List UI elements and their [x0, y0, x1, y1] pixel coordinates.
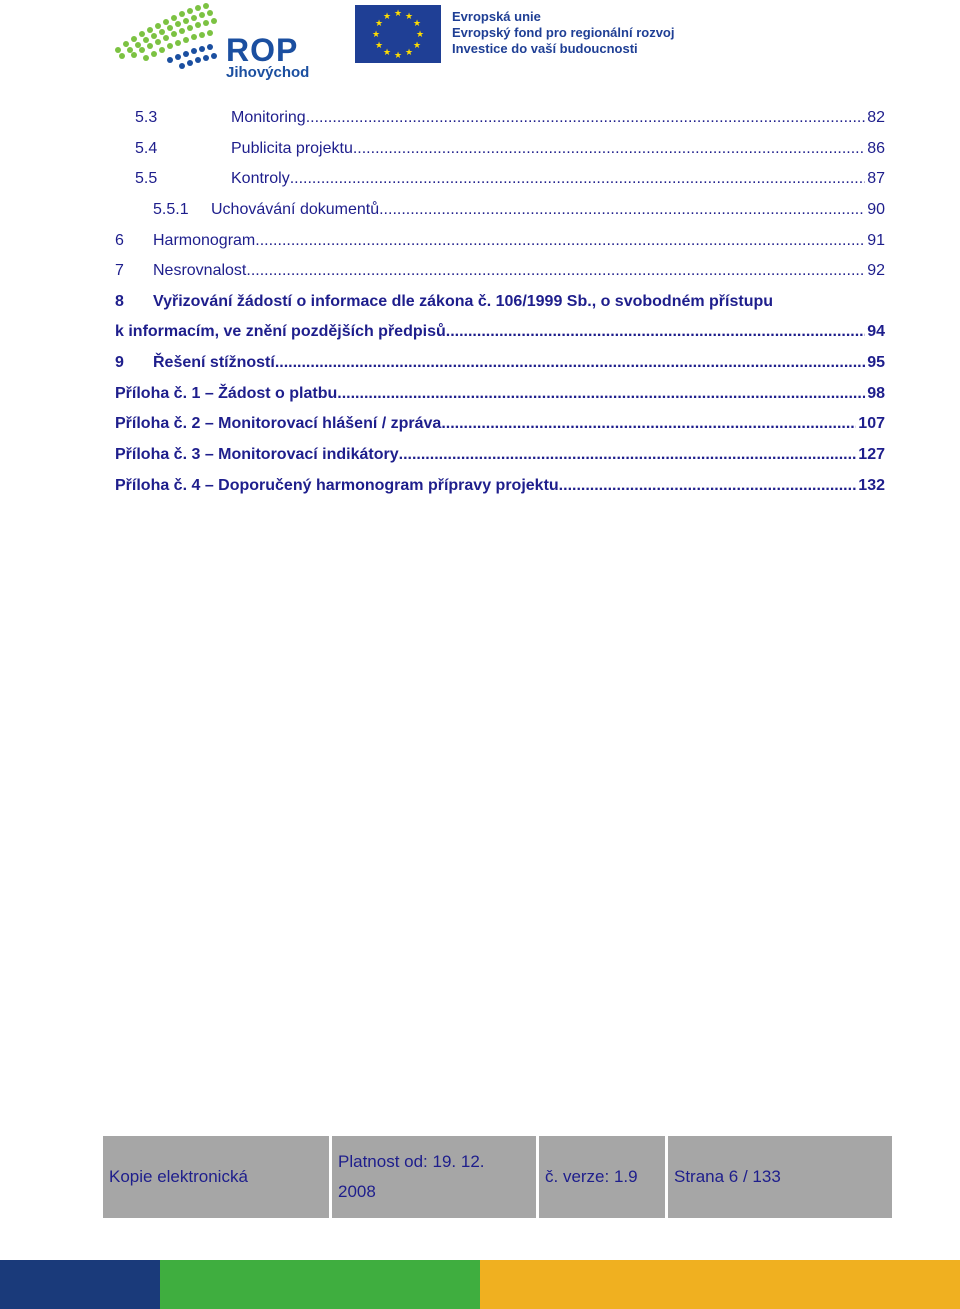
color-bar-yellow	[480, 1260, 960, 1309]
color-bar-green	[160, 1260, 480, 1309]
footer-validity-cell	[332, 1136, 536, 1218]
svg-text:★: ★	[374, 41, 384, 51]
eu-flag-icon	[355, 5, 441, 63]
toc-entry-page: 127	[858, 446, 885, 463]
toc-entry-page: 107	[858, 415, 885, 432]
footer-info-table	[103, 1136, 892, 1218]
toc-entry[interactable]	[115, 475, 885, 497]
toc-entry-number: 5.5	[135, 170, 158, 187]
toc-leader-dots	[446, 321, 865, 343]
toc-entry-title: Nesrovnalost	[153, 262, 247, 279]
svg-text:★: ★	[404, 12, 414, 22]
toc-leader-dots	[306, 107, 866, 129]
toc-entry-page: 90	[867, 201, 885, 218]
toc-entry-title: Publicita projektu	[231, 140, 353, 157]
toc-leader-dots	[559, 475, 857, 497]
footer-validity-line2: 2008	[338, 1182, 376, 1201]
rop-logo-subtitle: Jihovýchod	[226, 64, 310, 81]
toc-entry[interactable]	[115, 383, 885, 405]
toc-entry[interactable]	[153, 199, 885, 221]
toc-entry[interactable]	[115, 413, 885, 435]
toc-entry-title: Příloha č. 2 – Monitorovací hlášení / zpráva	[115, 415, 442, 432]
bottom-color-bar	[0, 1260, 960, 1309]
eu-text-line2: Evropský fond pro regionální rozvoj	[452, 25, 675, 40]
toc-entry-title: Příloha č. 4 – Doporučený harmonogram přípravy projektu	[115, 477, 559, 494]
color-bar-blue	[0, 1260, 160, 1309]
toc-leader-dots	[337, 383, 865, 405]
footer-copy-text: Kopie elektronická	[109, 1167, 248, 1186]
toc-entry[interactable]	[135, 107, 885, 129]
toc-entry-title: k informacím, ve znění pozdějších předpisů	[115, 323, 446, 340]
svg-text:★: ★	[393, 9, 403, 19]
toc-entry-title: Příloha č. 3 – Monitorovací indikátory	[115, 446, 399, 463]
toc-entry[interactable]	[115, 352, 885, 374]
toc-entry-title: Harmonogram	[153, 232, 256, 249]
toc-entry[interactable]	[115, 444, 885, 466]
footer-version-cell	[539, 1136, 665, 1218]
footer-page-cell	[668, 1136, 892, 1218]
footer-page-text: Strana 6 / 133	[674, 1167, 781, 1186]
toc-leader-dots	[399, 444, 857, 466]
toc-entry-title: Kontroly	[231, 170, 290, 187]
svg-text:★: ★	[382, 12, 392, 22]
footer-copy-cell	[103, 1136, 329, 1218]
toc-leader-dots	[441, 413, 856, 435]
toc-entry-number: 9	[115, 354, 124, 371]
toc-entry-page: 94	[867, 323, 885, 340]
page-header	[0, 0, 960, 90]
toc-leader-dots	[290, 168, 866, 190]
toc-entry-title: Uchovávání dokumentů	[211, 201, 380, 218]
toc-entry-title: Řešení stížností	[153, 354, 275, 371]
toc-entry-title: Monitoring	[231, 109, 306, 126]
svg-text:★: ★	[412, 19, 422, 29]
eu-text-line1: Evropská unie	[452, 9, 541, 24]
toc-entry-page: 98	[867, 385, 885, 402]
svg-text:★: ★	[371, 30, 381, 40]
svg-text:★: ★	[374, 19, 384, 29]
eu-text-block	[452, 9, 674, 57]
svg-text:★: ★	[393, 51, 403, 61]
toc-entry-page: 86	[867, 140, 885, 157]
toc-entry-number: 8	[115, 293, 124, 310]
toc-entry-number: 6	[115, 232, 124, 249]
svg-text:★: ★	[415, 30, 425, 40]
toc-leader-dots	[255, 230, 865, 252]
toc-entry-number: 5.3	[135, 109, 158, 126]
toc-entry[interactable]	[115, 321, 885, 343]
toc-entry[interactable]	[135, 168, 885, 190]
toc-entry-page: 91	[867, 232, 885, 249]
toc-leader-dots	[275, 352, 865, 374]
toc-entry[interactable]	[115, 260, 885, 282]
toc-entry-title: Vyřizování žádostí o informace dle zákona č. 106/1999 Sb., o svobodném přístupu	[153, 293, 774, 310]
footer-version-text: č. verze: 1.9	[545, 1167, 638, 1186]
toc-leader-dots	[379, 199, 865, 221]
toc-entry-page: 92	[867, 262, 885, 279]
svg-text:★: ★	[382, 48, 392, 58]
toc-entry-number: 5.5.1	[153, 201, 189, 218]
toc-leader-dots	[246, 260, 865, 282]
footer-validity-line1: Platnost od: 19. 12.	[338, 1152, 485, 1171]
toc-entry-title: Příloha č. 1 – Žádost o platbu	[115, 385, 338, 402]
eu-text-line3: Investice do vaší budoucnosti	[452, 41, 638, 56]
rop-logo-text: ROP	[226, 32, 299, 68]
toc-leader-dots	[353, 138, 865, 160]
toc-entry-page: 132	[858, 477, 885, 494]
toc-entry[interactable]	[115, 291, 885, 313]
toc-entry-page: 82	[867, 109, 885, 126]
toc-entry-page: 95	[867, 354, 885, 371]
svg-text:★: ★	[404, 48, 414, 58]
toc-entry-page: 87	[867, 170, 885, 187]
toc-entry[interactable]	[135, 138, 885, 160]
svg-text:★: ★	[412, 41, 422, 51]
toc-entry[interactable]	[115, 230, 885, 252]
toc-entry-number: 5.4	[135, 140, 158, 157]
toc-entry-number: 7	[115, 262, 124, 279]
